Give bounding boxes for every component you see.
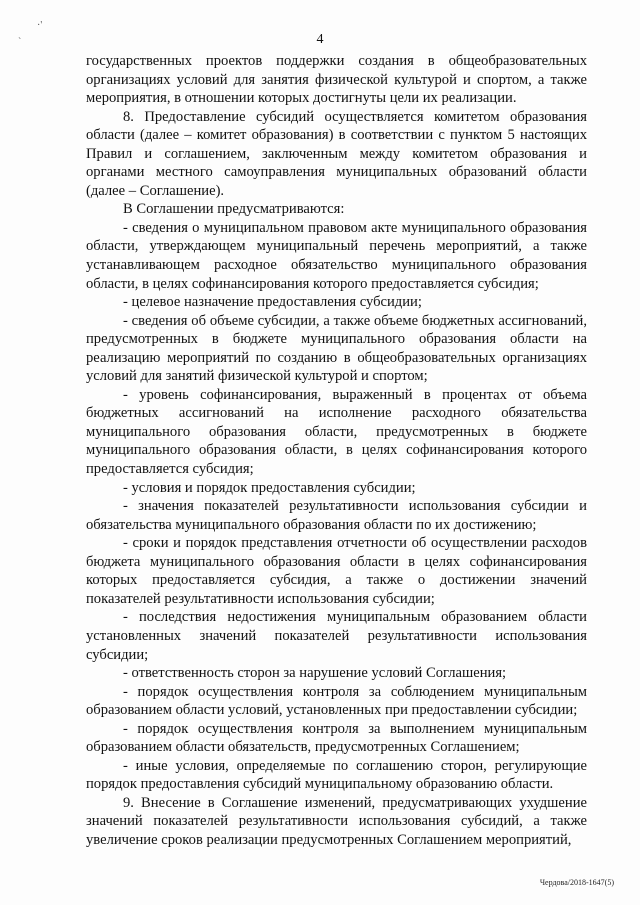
paragraph: - условия и порядок предоставления субсидии;	[123, 479, 416, 496]
paragraph: - последствия недостижения муниципальным образованием области установленных значений показателей результативности использования субсидии;	[86, 609, 587, 663]
paragraph: - сведения об объеме субсидии, а также объеме бюджетных ассигнований, предусмотренных в бюджете муниципального образования области на реализацию мероприятий по созданию в общеобразовательных организациях условий для занятий физической культурой и спортом;	[86, 312, 587, 385]
document-body	[86, 52, 587, 850]
paragraph: - сведения о муниципальном правовом акте муниципального образования области, утверждающем муниципальный перечень мероприятий, а также устанавливающем расходное обязательство муниципального образования области, в целях софинансирования которого предоставляется субсидия;	[86, 219, 587, 292]
paragraph: - значения показателей результативности использования субсидии и обязательства муниципального образования области по их достижению;	[86, 498, 587, 533]
paragraph: - сроки и порядок представления отчетности об осуществлении расходов бюджета муниципального образования области в целях софинансирования которых предоставляется субсидия, а также о достижении значений показателей результативности использования субсидии;	[86, 535, 587, 607]
paragraph: государственных проектов поддержки создания в общеобразовательных организациях условий для занятия физической культурой и спортом, а также мероприятия, в отношении которых достигнуты цели их реализации.	[86, 53, 587, 107]
scan-mark: ˴	[18, 32, 22, 43]
document-footer-code: Чердова/2018-1647(5)	[539, 878, 614, 887]
paragraph: 8. Предоставление субсидий осуществляется комитетом образования области (далее – комитет образования) в соответствии с пунктом 5 настоящих Правил и соглашением, заключенным между комитетом образования и органами местного самоуправления муниципальных образований области (далее – Соглашение).	[86, 108, 587, 199]
page-number: 4	[316, 32, 324, 47]
paragraph: В Соглашении предусматриваются:	[123, 201, 345, 218]
paragraph: - ответственность сторон за нарушение условий Соглашения;	[123, 665, 507, 682]
scan-mark: ·'	[37, 20, 43, 31]
paragraph: - целевое назначение предоставления субсидии;	[123, 294, 422, 311]
paragraph: - порядок осуществления контроля за выполнением муниципальным образованием области обязательств, предусмотренных Соглашением;	[86, 720, 587, 756]
paragraph: - уровень софинансирования, выраженный в процентах от объема бюджетных ассигнований на исполнение расходного обязательства муниципального образования области, предусмотренных в бюджете муниципального образования области, в целях софинансирования которого предоставляется субсидия;	[86, 386, 587, 478]
paragraph: - иные условия, определяемые по соглашению сторон, регулирующие порядок предоставления субсидий муниципальному образованию области.	[86, 757, 587, 793]
paragraph: - порядок осуществления контроля за соблюдением муниципальным образованием области условий, установленных при предоставлении субсидии;	[86, 683, 587, 719]
paragraph: 9. Внесение в Соглашение изменений, предусматривающих ухудшение значений показателей результативности использования субсидий, а также увеличение сроков реализации предусмотренных Соглашением мероприятий,	[86, 794, 587, 848]
